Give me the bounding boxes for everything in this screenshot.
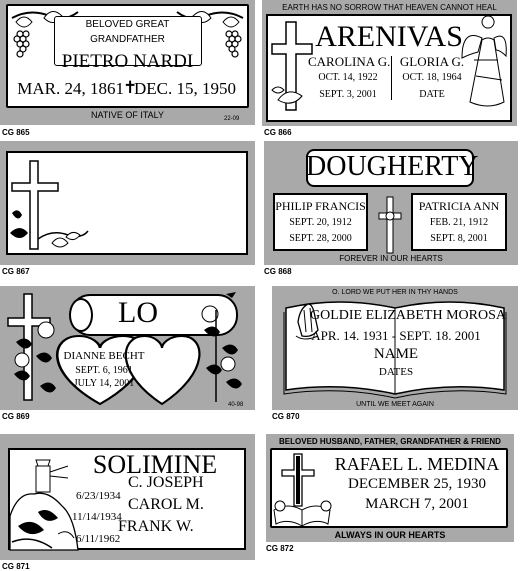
- code-label: CG 866: [264, 128, 292, 137]
- marker-cg868-panel: [264, 141, 518, 265]
- left-birth: SEPT. 20, 1912: [289, 217, 352, 228]
- code-label: CG 872: [266, 544, 294, 553]
- name-text: GOLDIE ELIZABETH MOROSA: [310, 308, 506, 323]
- dates-text: APR. 14. 1931 - SEPT. 18. 2001: [311, 328, 481, 343]
- code-label: CG 870: [272, 412, 300, 421]
- person2-name: CAROL M.: [128, 496, 204, 513]
- heart-death: JULY 14, 2001: [73, 378, 135, 389]
- code-label: CG 865: [2, 128, 30, 137]
- right-death: DATE: [419, 89, 445, 100]
- right-name: PATRICIA ANN: [418, 199, 500, 213]
- right-name: GLORIA G.: [399, 54, 465, 69]
- header-text: O. LORD WE PUT HER IN THY HANDS: [332, 289, 458, 296]
- surname-text: ARENIVAS: [315, 20, 463, 53]
- code-label: CG 869: [2, 412, 30, 421]
- header-text: EARTH HAS NO SORROW THAT HEAVEN CANNOT HEAL: [282, 3, 497, 12]
- cross-icon: ✝: [123, 78, 138, 97]
- marker-cg867-plaque: [6, 151, 248, 255]
- second-name: NAME: [373, 346, 419, 362]
- heart-birth: SEPT. 6, 1961: [75, 365, 133, 376]
- marker-cg867-panel: [0, 141, 255, 265]
- person3-name: FRANK W.: [118, 518, 194, 535]
- left-death: SEPT. 28, 2000: [289, 233, 352, 244]
- cross-icon: [8, 153, 88, 253]
- heart-name: DIANNE BECHT: [63, 350, 145, 362]
- birth-date: DECEMBER 25, 1930: [348, 476, 486, 492]
- name-text: RAFAEL L. MEDINA: [334, 454, 500, 474]
- left-name: CAROLINA G.: [308, 54, 391, 69]
- surname-text: LO: [118, 296, 158, 329]
- line1-text: BELOVED GREAT: [85, 19, 170, 30]
- person3-date: 6/11/1962: [76, 533, 121, 545]
- marker-cg871-panel: [0, 434, 255, 560]
- right-death: SEPT. 8, 2001: [430, 233, 488, 244]
- code-label: CG 871: [2, 562, 30, 571]
- surname-text: DOUGHERTY: [306, 151, 479, 182]
- right-birth: FEB. 21, 1912: [429, 217, 489, 228]
- marker-cg865-plaque: [6, 4, 249, 108]
- line2-text: GRANDFATHER: [90, 34, 165, 45]
- second-dates: DATES: [378, 366, 414, 378]
- marker-cg870-panel: [272, 286, 518, 410]
- code-label: CG 868: [264, 267, 292, 276]
- person1-date: 6/23/1934: [76, 490, 121, 502]
- header-text: BELOVED HUSBAND, FATHER, GRANDFATHER & FRIEND: [279, 437, 501, 446]
- marker-cg865-panel: [0, 0, 255, 125]
- footer-text: NATIVE OF ITALY: [90, 110, 164, 120]
- person2-date: 11/14/1934: [72, 511, 122, 523]
- birth-date: MAR. 24, 1861: [17, 79, 124, 98]
- rose-icon: [196, 290, 252, 406]
- footer-text: ALWAYS IN OUR HEARTS: [334, 530, 446, 540]
- marker-cg866-plaque: [266, 14, 512, 122]
- footer-text: UNTIL WE MEET AGAIN: [356, 401, 434, 408]
- code-label: CG 867: [2, 267, 30, 276]
- death-date: DEC. 15, 1950: [134, 79, 236, 98]
- right-birth: OCT. 18, 1964: [402, 72, 462, 83]
- marker-cg869-panel: [0, 286, 255, 410]
- left-death: SEPT. 3, 2001: [319, 89, 377, 100]
- footer-text: FOREVER IN OUR HEARTS: [339, 254, 443, 263]
- death-date: MARCH 7, 2001: [365, 496, 469, 512]
- cross-icon: [377, 195, 403, 255]
- left-name: PHILIP FRANCIS: [275, 199, 366, 213]
- divider: [391, 56, 392, 100]
- left-birth: OCT. 14, 1922: [318, 72, 378, 83]
- ref-number: 22-09: [224, 116, 240, 122]
- ref-number: 40-98: [228, 402, 244, 408]
- name-text: PIETRO NARDI: [61, 51, 194, 72]
- marker-cg866-panel: [262, 0, 517, 126]
- person1-name: C. JOSEPH: [128, 474, 204, 491]
- surname-text: SOLIMINE: [92, 450, 218, 479]
- marker-cg872-panel: [266, 434, 514, 542]
